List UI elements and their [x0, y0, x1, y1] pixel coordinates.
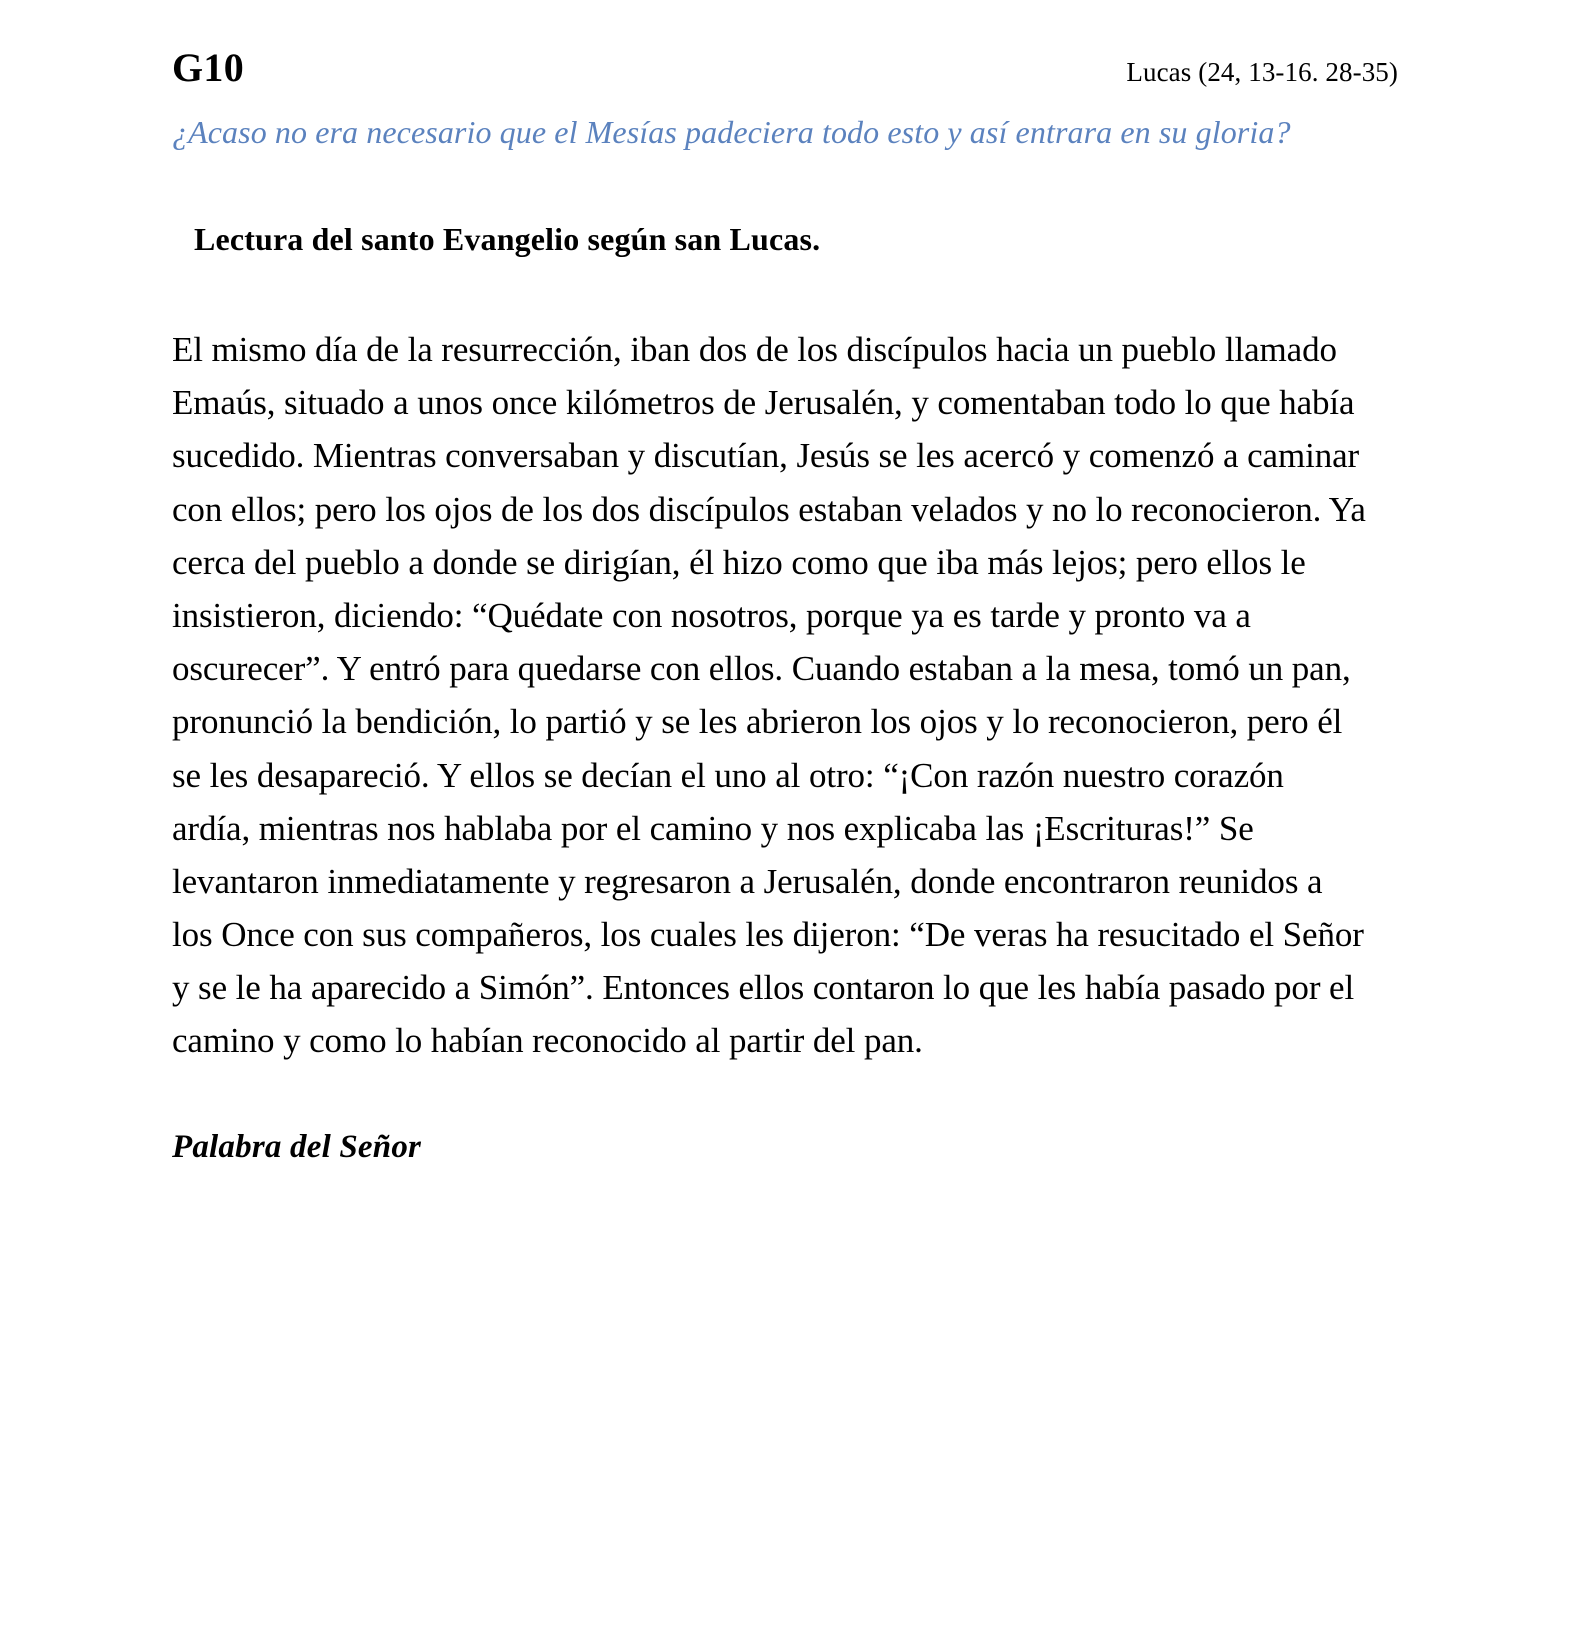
reading-code: G10 — [172, 45, 245, 90]
antiphon-subtitle: ¿Acaso no era necesario que el Mesías padeciera todo esto y así entrara en su gloria? — [172, 114, 1291, 150]
scripture-reference: Lucas (24, 13-16. 28-35) — [1126, 57, 1398, 87]
closing-acclamation: Palabra del Señor — [172, 1128, 422, 1165]
page-header — [172, 0, 1398, 90]
gospel-body-text: El mismo día de la resurrección, iban dos de los discípulos hacia un pueblo llamado Emaús, situado a unos once kilómetros de Jerusalén, y comentaban todo lo que había sucedido. Mientras conversaban y discutían, Jesús se les acercó y comenzó a caminar con ellos; pero los ojos de los dos discípulos estaban velados y no lo reconocieron. Ya cerca del pueblo a donde se dirigían, él hizo como que iba más lejos; pero ellos le insistieron, diciendo: “Quédate con nosotros, porque ya es tarde y pronto va a oscurecer”. Y entró para quedarse con ellos. Cuando estaban a la mesa, tomó un pan, pronunció la bendición, lo partió y se les abrieron los ojos y lo reconocieron, pero él se les desapareció. Y ellos se decían el uno al otro: “¡Con razón nuestro corazón ardía, mientras nos hablaba por el camino y nos explicaba las ¡Escrituras!” Se levantaron inmediatamente y regresaron a Jerusalén, donde encontraron reunidos a los Once con sus compañeros, los cuales les dijeron: “De veras ha resucitado el Señor y se le ha aparecido a Simón”. Entonces ellos contaron lo que les había pasado por el camino y como lo habían reconocido al partir del pan. — [172, 330, 1366, 1061]
reading-heading: Lectura del santo Evangelio según san Lucas. — [194, 221, 821, 258]
